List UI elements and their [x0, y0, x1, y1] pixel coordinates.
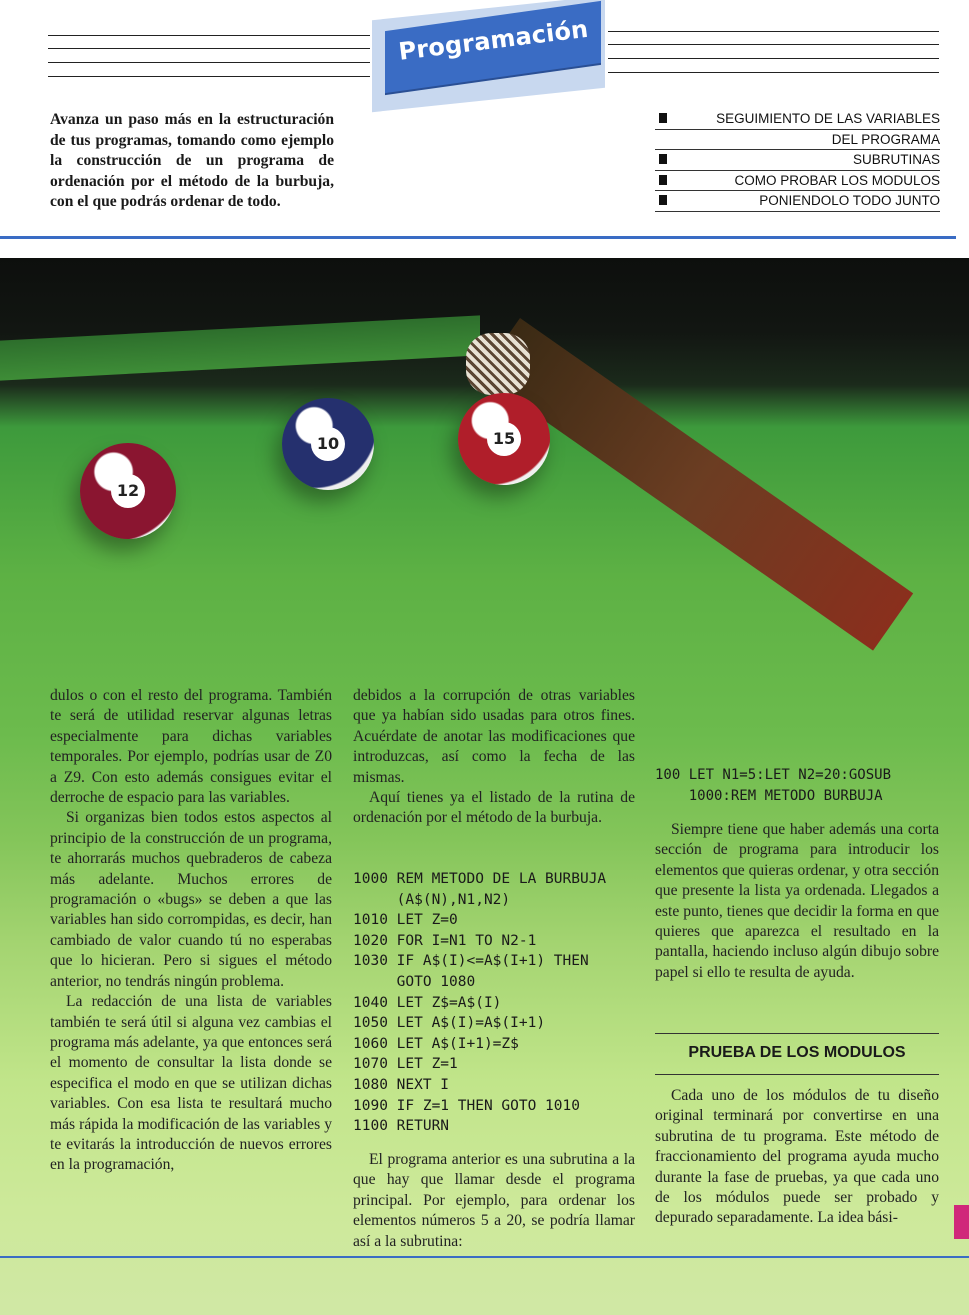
- billiard-ball-12: 12: [80, 443, 176, 539]
- paragraph: Si organizas bien todos estos aspectos al principio de la construcción de un programa, te ahorrarás muchos quebraderos de cabeza más adelante. Muchos errores de programación o «bugs» se deben a que las variables han sido corrompidas, es decir, han cambiado de valor cuando tú no esperabas que lo hicieran. Pero si sigues el método anterior, no tendrás ningún problema.: [50, 809, 332, 990]
- bullet-icon: [659, 195, 667, 205]
- header-rule: [48, 62, 370, 63]
- toc-item: DEL PROGRAMA: [655, 130, 940, 151]
- paragraph: Cada uno de los módulos de tu diseño original terminará por convertirse en una subrutina de tu programa. Este método de fraccionamiento del programa ayuda mucho durante la fase de pruebas, ya que cada uno de los módulos puede ser probado y depurado separadamente. La idea bási-: [655, 1087, 939, 1227]
- text-column-2: [353, 686, 635, 829]
- toc-item: COMO PROBAR LOS MODULOS: [655, 171, 940, 192]
- paragraph: dulos o con el resto del programa. También te será de utilidad reservar algunas letras especialmente para dichas variables temporales. Por ejemplo, podrías usar de Z0 a Z9. Con esto además consigues evitar el derroche de espacio para las variables.: [50, 687, 332, 807]
- code-call: 100 LET N1=5:LET N2=20:GOSUB 1000:REM METODO BURBUJA: [655, 767, 892, 804]
- intro-paragraph: Avanza un paso más en la estructuración de tus programas, tomando como ejemplo la construcción de un programa de ordenación por el método de la burbuja, con el que podrás ordenar de todo.: [50, 111, 334, 210]
- header-rule: [608, 31, 939, 32]
- bullet-icon: [659, 175, 667, 185]
- pocket-net: [466, 333, 530, 395]
- paragraph: Siempre tiene que haber además una corta sección de programa para introducir los elementos que quieras ordenar, y otra sección que presente la lista ya ordenada. Llegados a este punto, tienes que decidir la forma en que quieres que aparezca el resultado en la pantalla, haciendo incluso algún dibujo sobre papel si ello te resulta de ayuda.: [655, 821, 939, 981]
- bottom-divider: [0, 1256, 969, 1258]
- code-listing: 1000 REM METODO DE LA BURBUJA (A$(N),N1,N2) 1010 LET Z=0 1020 FOR I=N1 TO N2-1 1030 IF A$(I)<=A$(I+1) THEN GOTO 1080 1040 LET Z$=A$(I) 1050 LET A$(I)=A$(I+1) 1060 LET A$(I+1)=Z$ 1070 LET Z=1 1080 NEXT I 1090 IF Z=1 THEN GOTO 1010 1100 RETURN: [353, 871, 607, 1135]
- toc-item: SEGUIMIENTO DE LAS VARIABLES: [655, 109, 940, 130]
- toc-item: SUBRUTINAS: [655, 150, 940, 171]
- section-heading: PRUEBA DE LOS MODULOS: [688, 1044, 906, 1061]
- page-tab-marker: [954, 1205, 969, 1239]
- table-cushion: [0, 315, 480, 380]
- bullet-icon: [659, 113, 667, 123]
- paragraph: La redacción de una lista de variables también te será útil si alguna vez cambias el programa más adelante, ya que entonces será el momento de consultar la lista donde se especifica el modo en que se utilizan dichas variables. Con esa lista te resultará mucho más rápida la modificación de las variables y te evitarás la introducción de nuevos errores en la programación,: [50, 993, 332, 1174]
- header-rule: [48, 48, 370, 49]
- paragraph: El programa anterior es una subrutina a la que hay que llamar desde el programa principal. Por ejemplo, para ordenar los elementos números 5 a 20, se podría llamar así a la subrutina:: [353, 1151, 635, 1250]
- table-of-contents: [655, 109, 940, 212]
- billiard-ball-10: 10: [282, 398, 374, 490]
- text-column-1: [50, 686, 332, 1176]
- header-rule: [48, 76, 370, 77]
- toc-item: PONIENDOLO TODO JUNTO: [655, 191, 940, 212]
- header-rule: [608, 44, 939, 45]
- header-rule: [48, 35, 370, 36]
- header-rule: [608, 72, 939, 73]
- text-column-2-bottom: [353, 1150, 635, 1252]
- section-label: Programación: [397, 14, 590, 66]
- text-column-3: [655, 820, 939, 983]
- table-rail: [480, 318, 913, 651]
- bullet-icon: [659, 154, 667, 164]
- header-rule: [608, 58, 939, 59]
- divider: [0, 236, 956, 239]
- section-heading-box: [655, 1033, 939, 1075]
- paragraph: debidos a la corrupción de otras variables que ya habían sido usadas para otros fines. Acuérdate de anotar las modificaciones que introduzcas, así como la fecha de las mismas.: [353, 687, 635, 786]
- text-column-3-bottom: [655, 1086, 939, 1229]
- paragraph: Aquí tienes ya el listado de la rutina de ordenación por el método de la burbuja.: [353, 789, 635, 827]
- billiard-ball-15: 15: [458, 393, 550, 485]
